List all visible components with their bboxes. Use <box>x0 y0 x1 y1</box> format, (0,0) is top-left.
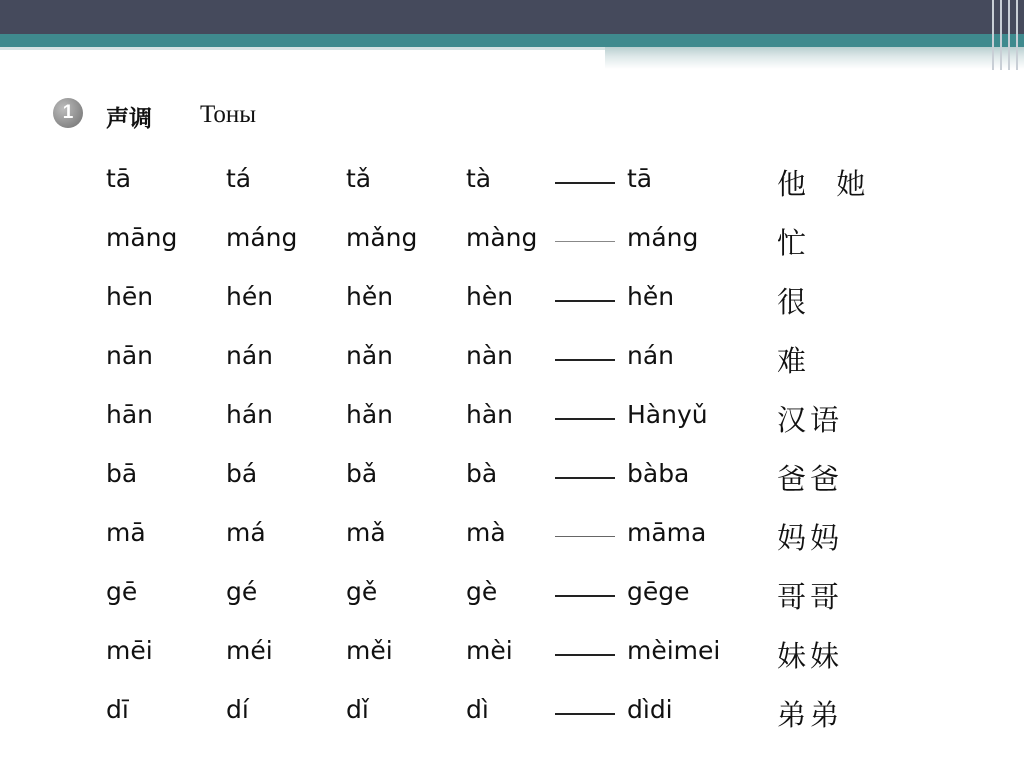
tone-3-syllable: gě <box>346 577 378 606</box>
word-hanzi: 妈妈 <box>777 521 844 555</box>
word-pinyin: hěn <box>627 282 675 311</box>
tone-4-syllable: màng <box>466 223 538 252</box>
word-pinyin: dìdi <box>627 695 673 724</box>
word-hanzi: 妹妹 <box>777 639 844 673</box>
tone-3-syllable: dǐ <box>346 695 369 724</box>
word-pinyin: mèimei <box>627 636 721 665</box>
tone-3-syllable: hěn <box>346 282 394 311</box>
slide-teal-accent <box>605 47 1024 69</box>
tone-1-syllable: dī <box>106 695 129 724</box>
tone-2-syllable: tá <box>226 164 252 193</box>
tone-4-syllable: gè <box>466 577 498 606</box>
word-hanzi: 他 她 <box>777 167 870 201</box>
slide-thin-line <box>0 47 605 50</box>
slide-top-bar <box>0 0 1024 34</box>
section-number-badge: 1 <box>53 98 83 128</box>
slide-deco-line <box>1000 0 1002 70</box>
dash-separator <box>555 536 615 537</box>
tone-4-syllable: hàn <box>466 400 514 429</box>
tone-row <box>0 223 1024 263</box>
slide-deco-line <box>992 0 994 70</box>
tone-2-syllable: má <box>226 518 266 547</box>
word-hanzi: 忙 <box>777 226 811 260</box>
tone-2-syllable: méi <box>226 636 273 665</box>
tone-4-syllable: bà <box>466 459 498 488</box>
word-pinyin: Hànyǔ <box>627 400 708 429</box>
tone-4-syllable: mèi <box>466 636 513 665</box>
tone-2-syllable: hán <box>226 400 274 429</box>
dash-separator <box>555 241 615 242</box>
tone-1-syllable: bā <box>106 459 138 488</box>
word-hanzi: 爸爸 <box>777 462 844 496</box>
tone-row <box>0 459 1024 499</box>
tone-row <box>0 400 1024 440</box>
tone-3-syllable: hǎn <box>346 400 394 429</box>
tone-row <box>0 518 1024 558</box>
tone-row <box>0 695 1024 735</box>
tone-1-syllable: tā <box>106 164 132 193</box>
tone-4-syllable: hèn <box>466 282 514 311</box>
tone-row <box>0 282 1024 322</box>
tone-2-syllable: bá <box>226 459 258 488</box>
dash-separator <box>555 713 615 715</box>
word-pinyin: máng <box>627 223 699 252</box>
word-pinyin: tā <box>627 164 653 193</box>
tone-3-syllable: nǎn <box>346 341 394 370</box>
word-pinyin: māma <box>627 518 707 547</box>
dash-separator <box>555 654 615 656</box>
tone-3-syllable: bǎ <box>346 459 378 488</box>
tone-1-syllable: māng <box>106 223 178 252</box>
dash-separator <box>555 595 615 597</box>
tone-1-syllable: hān <box>106 400 154 429</box>
word-pinyin: nán <box>627 341 675 370</box>
tone-1-syllable: hēn <box>106 282 154 311</box>
tone-row <box>0 636 1024 676</box>
dash-separator <box>555 359 615 361</box>
word-hanzi: 很 <box>777 285 811 319</box>
slide-teal-stripe <box>0 34 1024 47</box>
section-title-russian: Тоны <box>200 101 257 128</box>
tone-row <box>0 577 1024 617</box>
word-hanzi: 汉语 <box>777 403 844 437</box>
dash-separator <box>555 418 615 420</box>
tone-4-syllable: mà <box>466 518 506 547</box>
word-pinyin: gēge <box>627 577 690 606</box>
word-hanzi: 难 <box>777 344 811 378</box>
tone-3-syllable: tǎ <box>346 164 372 193</box>
word-pinyin: bàba <box>627 459 690 488</box>
tone-3-syllable: měi <box>346 636 393 665</box>
tone-2-syllable: hén <box>226 282 274 311</box>
tone-1-syllable: gē <box>106 577 138 606</box>
word-hanzi: 哥哥 <box>777 580 844 614</box>
slide-deco-line <box>1008 0 1010 70</box>
tone-row <box>0 164 1024 204</box>
word-hanzi: 弟弟 <box>777 698 844 732</box>
tone-3-syllable: mǎng <box>346 223 418 252</box>
tone-2-syllable: máng <box>226 223 298 252</box>
tone-3-syllable: mǎ <box>346 518 386 547</box>
tone-2-syllable: gé <box>226 577 258 606</box>
tone-1-syllable: mēi <box>106 636 153 665</box>
tone-2-syllable: nán <box>226 341 274 370</box>
tone-4-syllable: tà <box>466 164 492 193</box>
tone-2-syllable: dí <box>226 695 249 724</box>
dash-separator <box>555 477 615 479</box>
tone-4-syllable: nàn <box>466 341 514 370</box>
slide-deco-line <box>1016 0 1018 70</box>
tone-row <box>0 341 1024 381</box>
section-title-chinese: 声调 <box>106 106 152 132</box>
dash-separator <box>555 182 615 184</box>
tone-1-syllable: nān <box>106 341 154 370</box>
tone-4-syllable: dì <box>466 695 489 724</box>
tone-1-syllable: mā <box>106 518 146 547</box>
dash-separator <box>555 300 615 302</box>
